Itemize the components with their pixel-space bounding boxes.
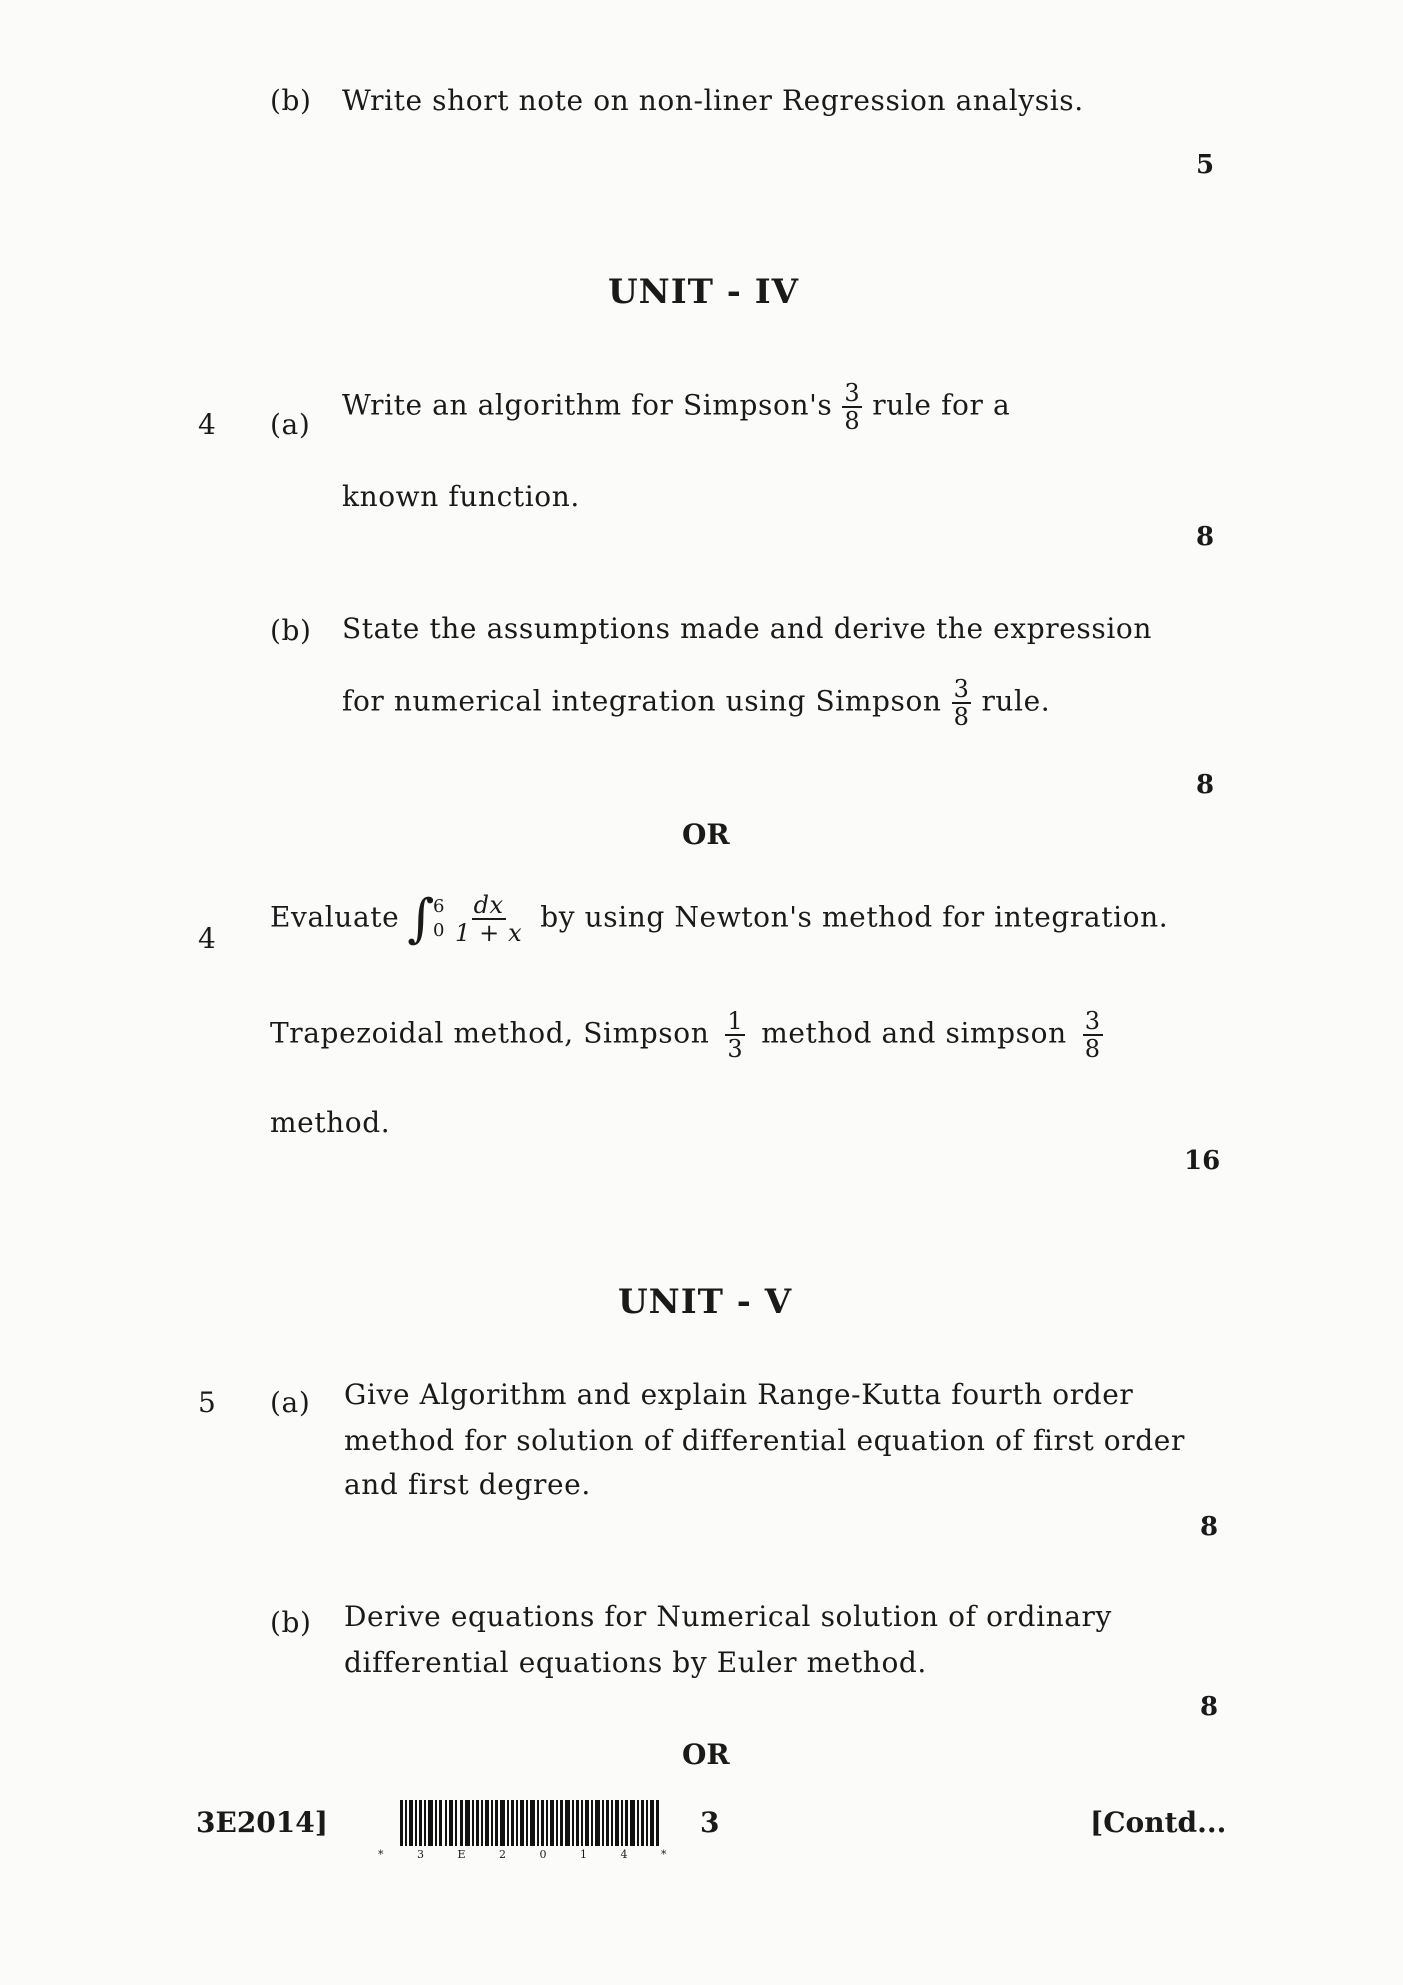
- q4a-line1: [342, 380, 1010, 434]
- q4a-text-post: rule for a: [872, 388, 1011, 422]
- q5a-number: 5: [198, 1386, 217, 1419]
- q5b-label: (b): [270, 1606, 312, 1639]
- q4alt-marks: 16: [1184, 1146, 1221, 1176]
- integral-upper-limit: 6: [432, 896, 446, 917]
- q5a-label: (a): [270, 1386, 311, 1419]
- integrand-den: 1 + x: [455, 919, 523, 947]
- q4a-frac-den: 8: [844, 407, 861, 435]
- q4alt-frac1-num: 1: [727, 1007, 744, 1035]
- q3b-text: Write short note on non-liner Regression analysis.: [342, 84, 1084, 117]
- q4b-line2-pre: for numerical integration using Simpson: [342, 684, 942, 718]
- q4b-line2-post: rule.: [981, 684, 1051, 718]
- q4b-line2: [342, 676, 1050, 730]
- barcode: [378, 1800, 682, 1861]
- q4alt-fraction-2: [1083, 1008, 1103, 1062]
- q4alt-number: 4: [198, 922, 217, 955]
- q4alt-line1-post: by using Newton's method for integration.: [540, 900, 1169, 934]
- unit-v-heading: UNIT - V: [618, 1282, 793, 1322]
- q4alt-line3: method.: [270, 1106, 391, 1139]
- integral-lower-limit: 0: [432, 920, 446, 941]
- q4a-fraction: [842, 380, 862, 434]
- contd-label: [Contd...: [1090, 1806, 1227, 1839]
- q4b-marks: 8: [1196, 770, 1215, 800]
- q4b-label: (b): [270, 614, 312, 647]
- unit-iv-heading: UNIT - IV: [608, 272, 800, 312]
- q4b-frac-den: 8: [953, 703, 970, 731]
- q4a-number: 4: [198, 408, 217, 441]
- q4alt-line2-a: Trapezoidal method, Simpson: [270, 1016, 710, 1050]
- q4alt-frac1-den: 3: [727, 1035, 744, 1063]
- q4alt-line2: [270, 1008, 1119, 1062]
- q4a-marks: 8: [1196, 522, 1215, 552]
- q4b-fraction: [952, 676, 972, 730]
- q3b-marks: 5: [1196, 150, 1215, 180]
- integrand-num: dx: [473, 891, 504, 919]
- q4alt-fraction-1: [725, 1008, 745, 1062]
- q4alt-line1: [270, 889, 1169, 949]
- q4b-line1: State the assumptions made and derive the expression: [342, 612, 1153, 645]
- paper-code: 3E2014]: [196, 1806, 329, 1839]
- page-number: 3: [700, 1806, 720, 1839]
- q4b-frac-num: 3: [953, 675, 970, 703]
- q4alt-evaluate: Evaluate: [270, 900, 400, 934]
- q4alt-frac2-den: 8: [1084, 1035, 1101, 1063]
- integral-limits: [433, 895, 445, 943]
- q5b-line1: Derive equations for Numerical solution of ordinary: [344, 1600, 1112, 1633]
- or-separator-unit5: OR: [682, 1738, 730, 1771]
- integral-sign-icon: ∫: [407, 889, 435, 949]
- barcode-graphic-icon: [400, 1800, 660, 1846]
- q5a-line2: method for solution of differential equation of first order: [344, 1424, 1185, 1457]
- q5a-line1: Give Algorithm and explain Range-Kutta fourth order: [344, 1378, 1134, 1411]
- barcode-digits: * 3 E 2 0 1 4 *: [378, 1848, 682, 1861]
- q3b-label: (b): [270, 84, 312, 117]
- q4a-line2: known function.: [342, 480, 580, 513]
- q5b-marks: 8: [1200, 1692, 1219, 1722]
- q4alt-frac2-num: 3: [1084, 1007, 1101, 1035]
- q5b-line2: differential equations by Euler method.: [344, 1646, 927, 1679]
- q5a-line3: and first degree.: [344, 1468, 591, 1501]
- q5a-marks: 8: [1200, 1512, 1219, 1542]
- integrand-fraction: [455, 892, 522, 946]
- q4a-text-pre: Write an algorithm for Simpson's: [342, 388, 833, 422]
- q4a-label: (a): [270, 408, 311, 441]
- q4a-frac-num: 3: [844, 379, 861, 407]
- q4alt-line2-b: method and simpson: [761, 1016, 1067, 1050]
- integral-expression: [407, 889, 532, 949]
- or-separator-unit4: OR: [682, 818, 730, 851]
